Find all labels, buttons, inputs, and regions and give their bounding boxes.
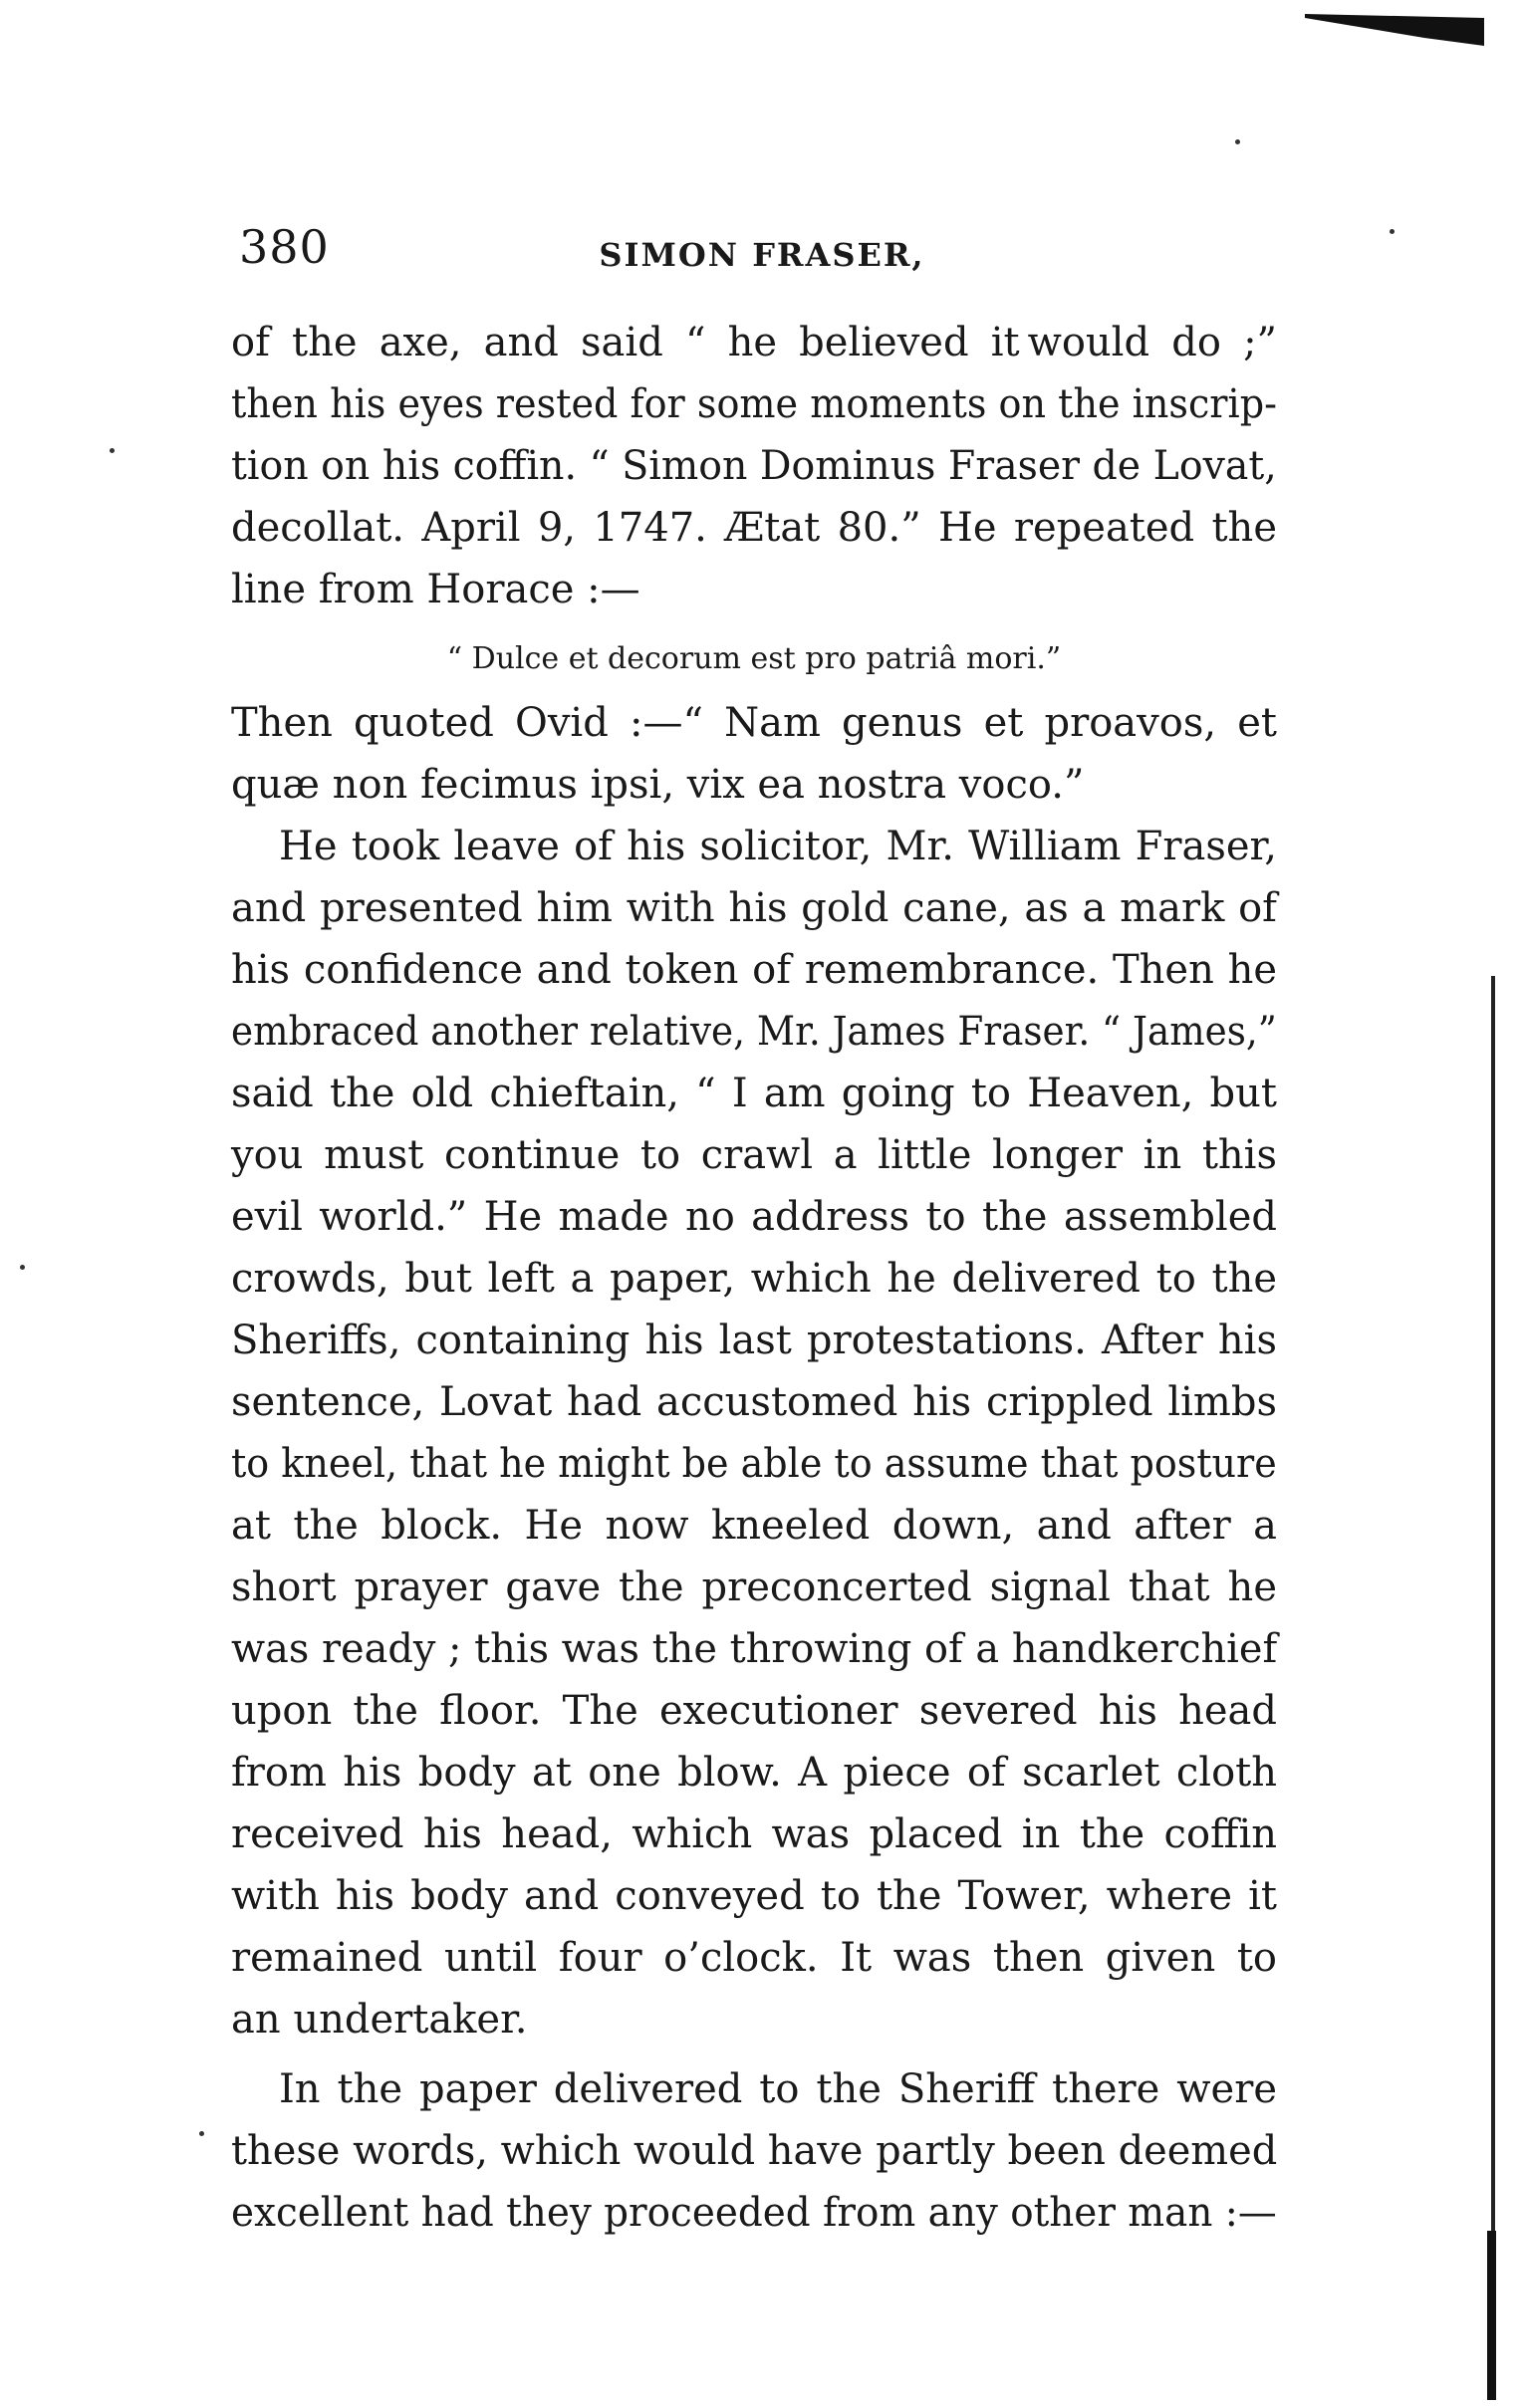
text-line: line from Horace :— <box>231 567 640 612</box>
scan-speck <box>199 2131 204 2136</box>
text-line: received his head, which was placed in the coffin <box>231 1811 1277 1857</box>
text-line: short prayer gave the preconcerted signal that he <box>231 1565 1277 1610</box>
text-line: excellent had they proceeded from any other man :— <box>231 2190 1277 2236</box>
text-line: an undertaker. <box>231 1997 528 2043</box>
text-line: Then quoted Ovid :—“ Nam genus et proavos, et <box>231 700 1277 746</box>
scan-edge-mark <box>1305 8 1484 48</box>
scan-speck <box>20 1265 25 1270</box>
text-line: from his body at one blow. A piece of scarlet cloth <box>231 1750 1277 1796</box>
scan-speck <box>1235 139 1240 144</box>
text-line: you must continue to crawl a little longer in this <box>231 1132 1277 1178</box>
text-line: and presented him with his gold cane, as a mark of <box>231 885 1277 931</box>
scan-edge-line <box>1491 976 1495 2400</box>
text-line: In the paper delivered to the Sheriff there were <box>279 2066 1277 2112</box>
text-line: then his eyes rested for some moments on the inscrip- <box>231 381 1277 427</box>
text-line: quæ non fecimus ipsi, vix ea nostra voco.” <box>231 762 1085 808</box>
page-number: 380 <box>239 220 330 274</box>
text-line: embraced another relative, Mr. James Fraser. “ James,” <box>231 1009 1277 1055</box>
text-line: evil world.” He made no address to the assembled <box>231 1194 1277 1240</box>
text-line: decollat. April 9, 1747. Ætat 80.” He repeated the <box>231 505 1277 551</box>
text-line: tion on his coffin. “ Simon Dominus Fraser de Lovat, <box>231 443 1277 489</box>
text-line: sentence, Lovat had accustomed his crippled limbs <box>231 1379 1277 1425</box>
text-line: Sheriffs, containing his last protestations. After his <box>231 1318 1277 1363</box>
text-line: of the axe, and said “ he believed it would do ;” <box>231 320 1277 365</box>
block-quote: “ Dulce et decorum est pro patriâ mori.” <box>446 641 1062 676</box>
running-head: SIMON FRASER, <box>599 236 925 274</box>
scan-speck <box>1390 229 1395 234</box>
text-line: said the old chieftain, “ I am going to Heaven, but <box>231 1071 1277 1116</box>
text-line: was ready ; this was the throwing of a handkerchief <box>231 1626 1278 1672</box>
scan-speck <box>110 448 115 453</box>
text-line: these words, which would have partly been deemed <box>231 2128 1278 2174</box>
text-line: to kneel, that he might be able to assume that posture <box>231 1441 1277 1487</box>
text-line: his confidence and token of remembrance. Then he <box>231 947 1277 993</box>
text-line: at the block. He now kneeled down, and after a <box>231 1503 1277 1549</box>
text-line: with his body and conveyed to the Tower, where it <box>231 1873 1277 1919</box>
text-line: He took leave of his solicitor, Mr. William Fraser, <box>279 824 1277 869</box>
scan-edge-line-thick <box>1487 2231 1496 2400</box>
text-line: remained until four o’clock. It was then given to <box>231 1935 1277 1981</box>
text-line: crowds, but left a paper, which he delivered to the <box>231 1256 1277 1302</box>
text-line: upon the floor. The executioner severed his head <box>231 1688 1277 1734</box>
